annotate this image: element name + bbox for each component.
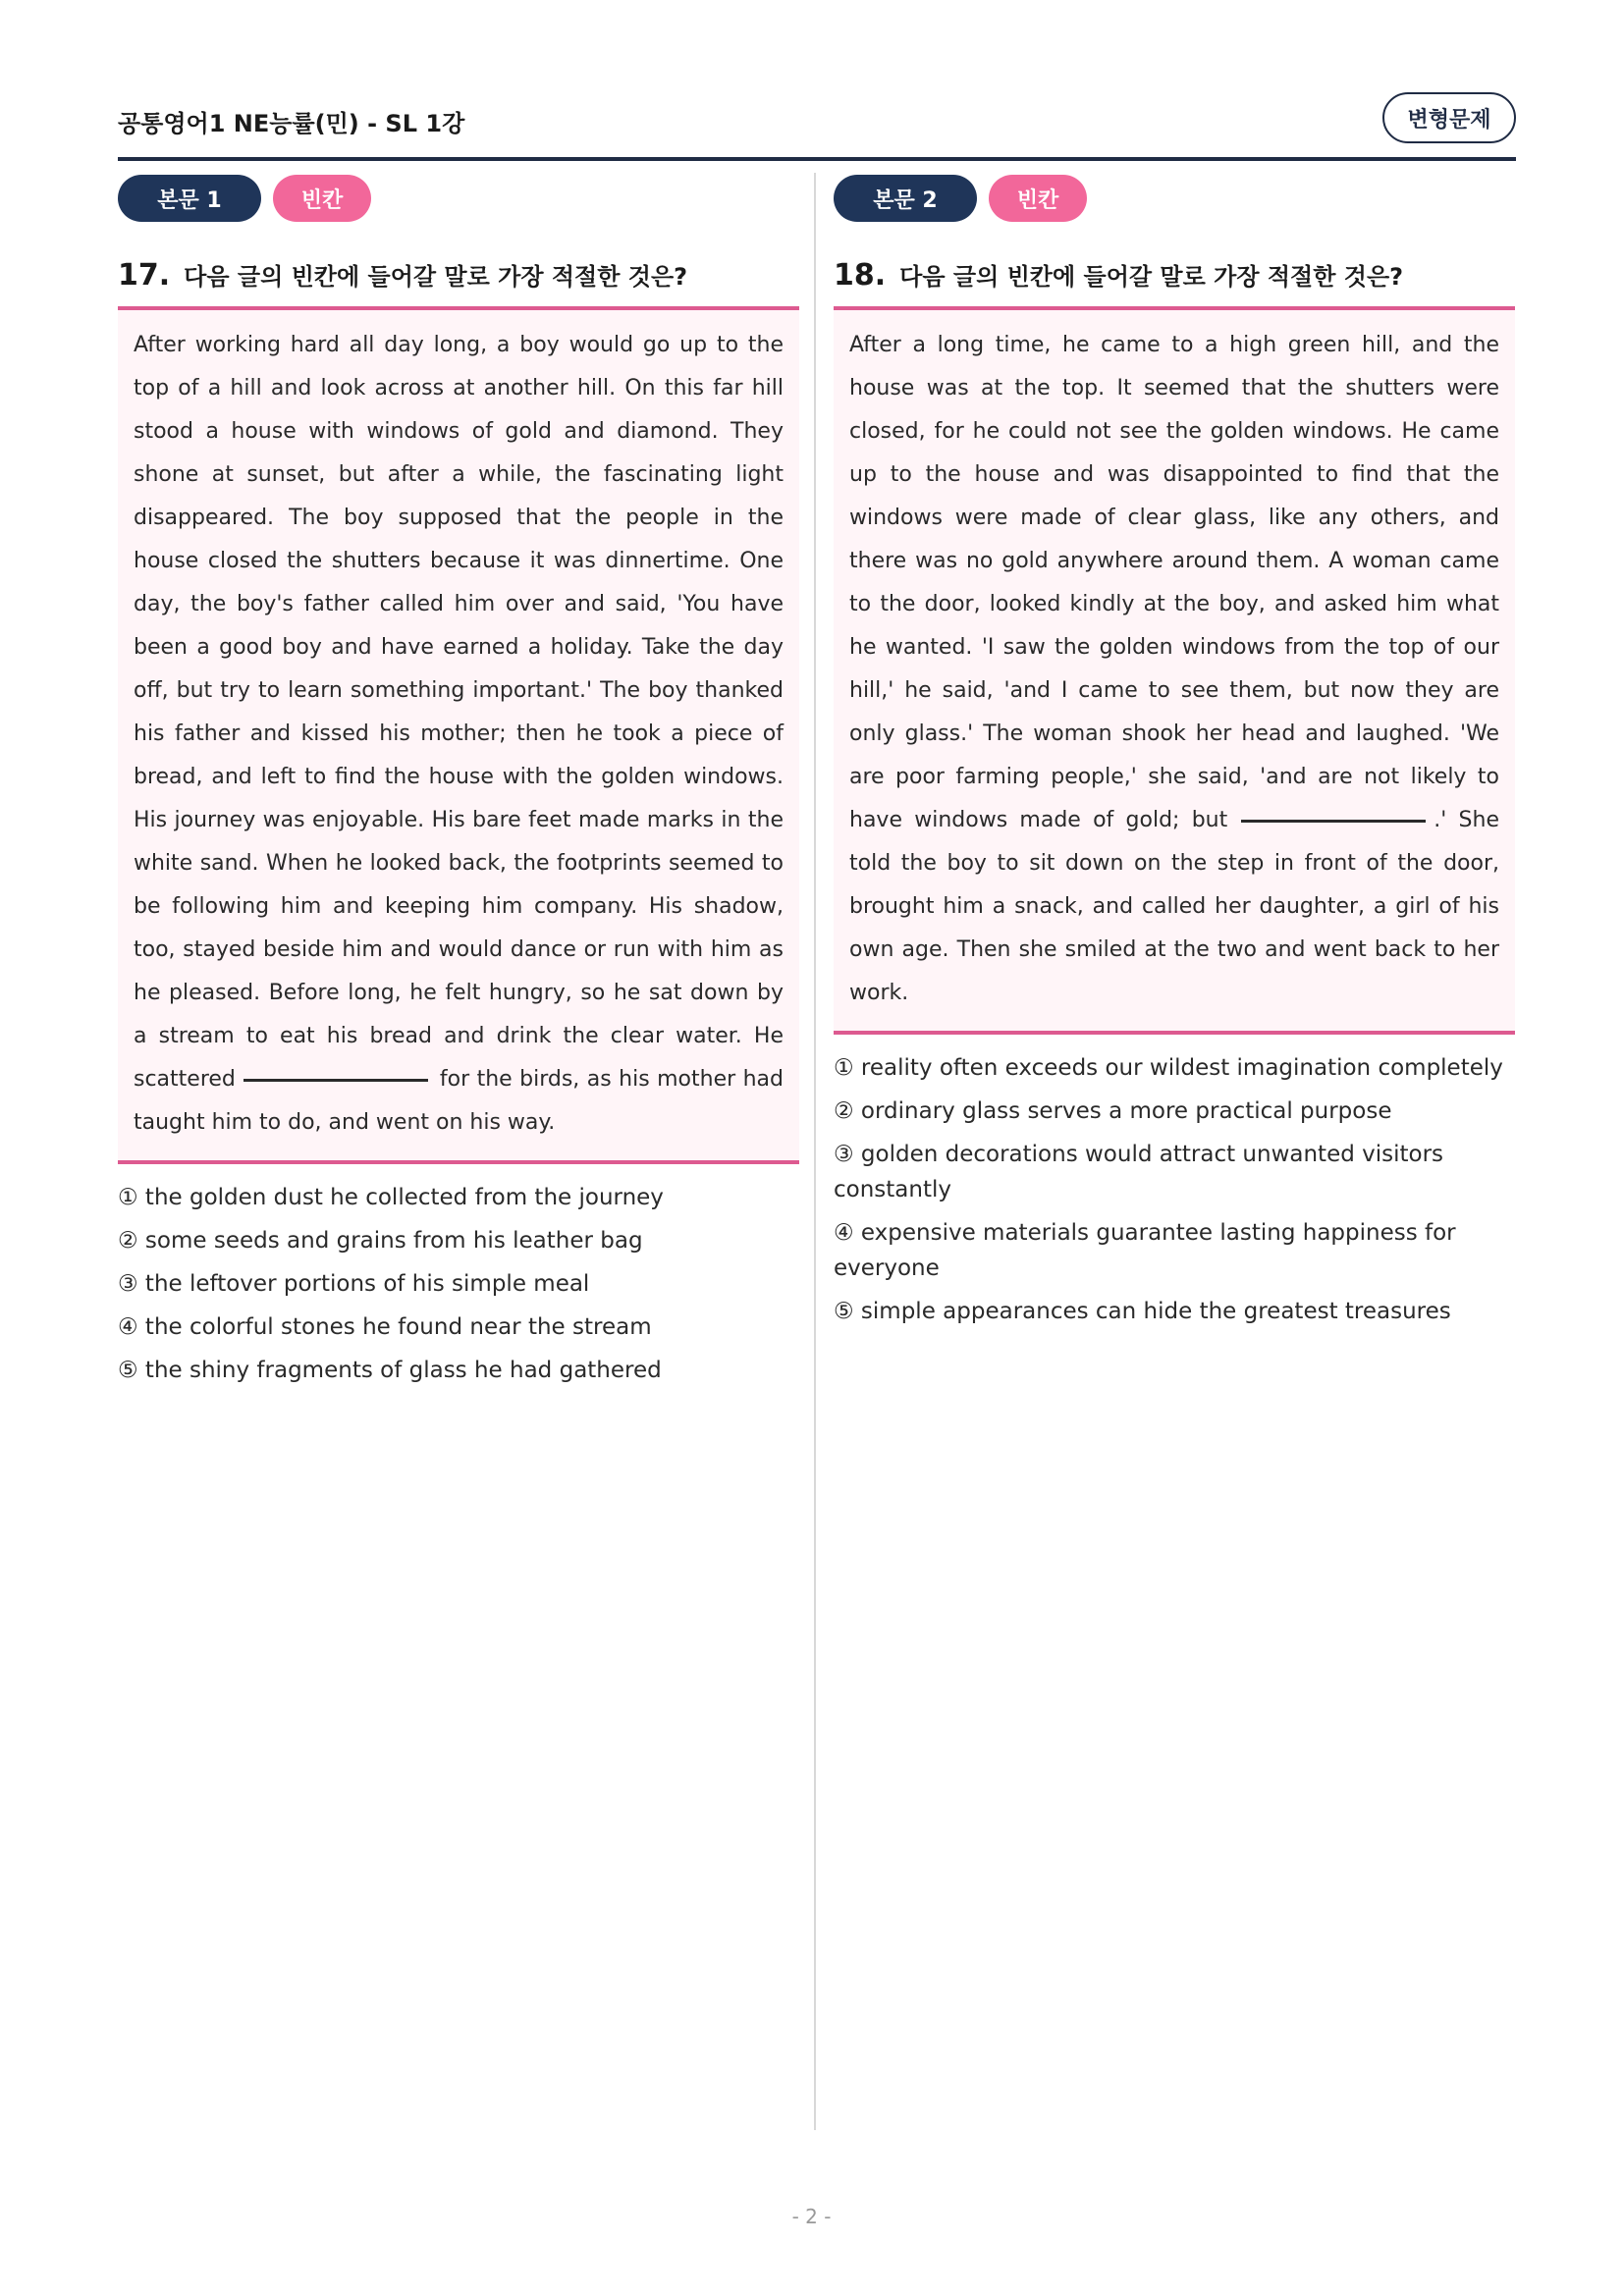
choice-4[interactable]: ④ expensive materials guarantee lasting happiness for everyone — [834, 1220, 1456, 1281]
variant-badge: 변형문제 — [1382, 92, 1516, 143]
passage-text-before-blank: After a long time, he came to a high green hill, and the house was at the top. It seemed that the shutters were closed, for he could not see the golden windows. He came up to the house and was disappointed to find that the windows were made of clear glass, like any others, and there was no gold anywhere around them. A woman came to the door, looked kindly at the boy, and asked him what he wanted. 'I saw the golden windows from the top of our hill,' he said, 'and I came to see them, but now they are only glass.' The woman shook her head and laughed. 'We are poor farming people,' she said, 'and are not likely to have windows made of gold; but — [849, 333, 1499, 832]
column-divider — [814, 173, 816, 2130]
question-prompt: 다음 글의 빈칸에 들어갈 말로 가장 적절한 것은? — [184, 263, 688, 291]
tag-row — [118, 175, 799, 222]
question-17-column — [118, 175, 799, 1396]
answer-choices — [834, 1050, 1515, 1329]
type-tag: 빈칸 — [989, 175, 1087, 222]
choice-2[interactable]: ② some seeds and grains from his leather bag — [118, 1228, 643, 1254]
choice-3[interactable]: ③ golden decorations would attract unwanted visitors constantly — [834, 1142, 1444, 1202]
blank-line — [243, 1079, 428, 1082]
blank-line — [1241, 820, 1426, 823]
type-tag: 빈칸 — [273, 175, 371, 222]
passage-text-after-blank: .' She told the boy to sit down on the step in front of the door, brought him a snack, and called her daughter, a girl of his own age. Then she smiled at the two and went back to her work. — [849, 808, 1499, 1005]
passage-text-before-blank: After working hard all day long, a boy would go up to the top of a hill and look across at another hill. On this far hill stood a house with windows of gold and diamond. They shone at sunset, but after a while, the fascinating light disappeared. The boy supposed that the people in the house closed the shutters because it was dinnertime. One day, the boy's father called him over and said, 'You have been a good boy and have earned a holiday. Take the day off, but try to learn something important.' The boy thanked his father and kissed his mother; then he took a piece of bread, and left to find the house with the golden windows. His journey was enjoyable. His bare feet made marks in the white sand. When he looked back, the footprints seemed to be following him and keeping him company. His shadow, too, stayed beside him and would dance or run with him as he pleased. Before long, he felt hungry, so he sat down by a stream to eat his bread and drink the clear water. He scattered — [134, 333, 784, 1092]
choice-3[interactable]: ③ the leftover portions of his simple meal — [118, 1271, 590, 1297]
question-prompt: 다음 글의 빈칸에 들어갈 말로 가장 적절한 것은? — [899, 263, 1404, 291]
source-tag: 본문 2 — [834, 175, 977, 222]
question-heading — [118, 257, 799, 296]
choice-5[interactable]: ⑤ simple appearances can hide the greatest treasures — [834, 1299, 1451, 1324]
document-title: 공통영어1 NE능률(민) - SL 1강 — [118, 110, 465, 137]
choice-1[interactable]: ① reality often exceeds our wildest imagination completely — [834, 1055, 1503, 1081]
question-number: 17. — [118, 258, 171, 293]
choice-5[interactable]: ⑤ the shiny fragments of glass he had gathered — [118, 1358, 662, 1383]
passage-box — [118, 306, 799, 1164]
question-heading — [834, 257, 1515, 296]
question-number: 18. — [834, 258, 887, 293]
page-header — [118, 92, 1516, 161]
passage-box — [834, 306, 1515, 1035]
choice-2[interactable]: ② ordinary glass serves a more practical purpose — [834, 1098, 1392, 1124]
choice-4[interactable]: ④ the colorful stones he found near the stream — [118, 1314, 652, 1340]
page-number: - 2 - — [791, 2205, 832, 2228]
tag-row — [834, 175, 1515, 222]
answer-choices — [118, 1180, 799, 1388]
passage-text-after-blank: for the birds, as his mother had taught him to do, and went on his way. — [134, 1067, 784, 1135]
question-18-column — [834, 175, 1515, 1337]
choice-1[interactable]: ① the golden dust he collected from the journey — [118, 1185, 664, 1210]
source-tag: 본문 1 — [118, 175, 261, 222]
